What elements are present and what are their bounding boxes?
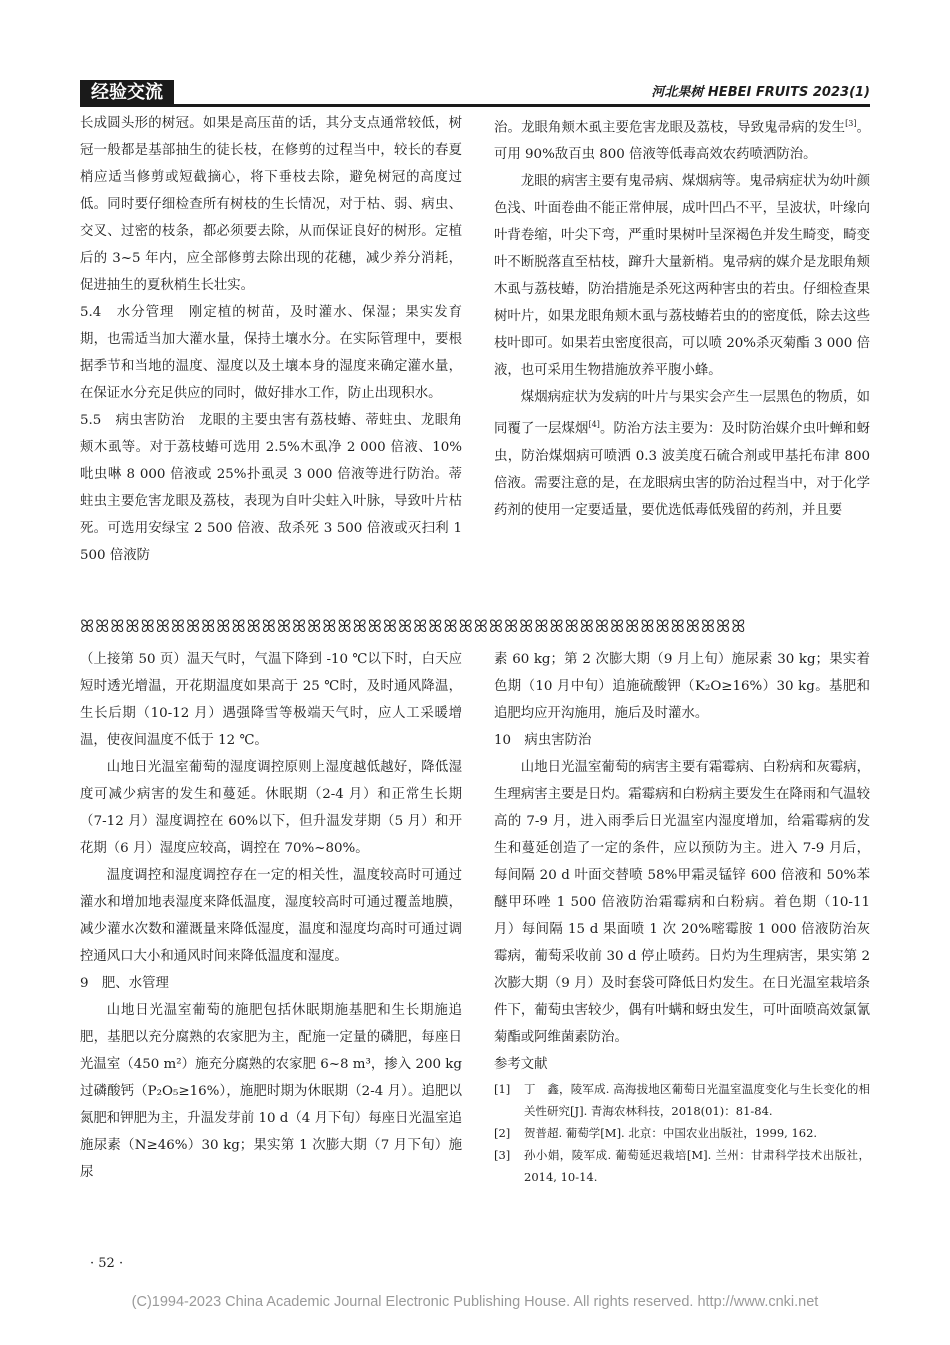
paragraph [494, 384, 870, 523]
citation: [3] [845, 119, 857, 128]
section-heading: 5.5 病虫害防治 [80, 413, 186, 428]
paragraph: 龙眼的病害主要有鬼帚病、煤烟病等。鬼帚病症状为幼叶颜色浅、叶面卷曲不能正常伸展，成叶凹凸不平，呈波状，叶缘向叶背卷缩，叶尖下弯，严重时果树叶呈深褐色并发生畸变，畸变叶不断脱落直至枯枝，蹿升大量新梢。鬼帚病的媒介是龙眼角颊木虱与荔枝蝽，防治措施是杀死这两种害虫的若虫。仔细检查果树叶片，如果龙眼角颊木虱与荔枝蝽若虫的的密度低，除去这些枝叶即可。如果若虫密度很高，可以喷 20%杀灭菊酯 3 000 倍液，也可采用生物措施放养平腹小蜂。 [494, 174, 870, 379]
section-5-4 [80, 299, 462, 407]
reference-number: [1] [494, 1082, 511, 1096]
reference-item [494, 1122, 870, 1144]
top-left-column [80, 110, 462, 569]
reference-number: [3] [494, 1148, 511, 1162]
copyright-footer: (C)1994-2023 China Academic Journal Electronic Publishing House. All rights reserved. http://www.cnki.net [131, 1294, 819, 1310]
paragraph-text: 煤烟病症状为发病的叶片与果实会产生一层黑色的物质，如同覆了一层煤烟 [494, 390, 870, 437]
section-text: 刚定植的树苗，及时灌水、保湿；果实发育期，也需适当加大灌水量，保持土壤水分。在实际管理中，要根据季节和当地的温度、湿度以及土壤本身的湿度来确定灌水量，在保证水分充足供应的同时，做好排水工作，防止出现积水。 [80, 305, 463, 401]
references-heading: 参考文献 [494, 1057, 548, 1072]
section-5-5 [80, 407, 462, 569]
paragraph: 温度调控和湿度调控存在一定的相关性，温度较高时可通过灌水和增加地表湿度来降低温度，湿度较高时可通过覆盖地膜，减少灌水次数和灌溉量来降低湿度，温度和湿度均高时可通过调控通风口大小和通风时间来降低温度和湿度。 [80, 868, 462, 964]
bottom-right-column [494, 646, 870, 1188]
journal-title: 河北果树 HEBEI FRUITS 2023(1) [651, 85, 870, 100]
references-list [494, 1078, 870, 1188]
section-heading: 10 病虫害防治 [494, 733, 592, 748]
section-heading: 5.4 水分管理 [80, 305, 175, 320]
paragraph [494, 110, 870, 168]
ornamental-divider: ꕤꕤꕤꕤꕤꕤꕤꕤꕤꕤꕤꕤꕤꕤꕤꕤꕤꕤꕤꕤꕤꕤꕤꕤꕤꕤꕤꕤꕤꕤꕤꕤꕤꕤꕤꕤꕤꕤꕤꕤꕤꕤꕤꕤ [80, 617, 747, 637]
page-number: · 52 · [90, 1256, 124, 1271]
bottom-left-column [80, 646, 462, 1186]
section-text: 龙眼的主要虫害有荔枝蝽、蒂蛀虫、龙眼角颊木虱等。对于荔枝蝽可选用 2.5%木虱净 2 000 倍液、10%吡虫啉 8 000 倍液或 25%扑虱灵 3 000 倍液等进行防治。蒂蛀虫主要危害龙眼及荔枝，表现为自叶尖蛀入叶脉，导致叶片枯死。可选用安绿宝 2 500 倍液、敌杀死 3 500 倍液或灭扫利 1 500 倍液防 [80, 413, 463, 563]
paragraph: 长成圆头形的树冠。如果是高压苗的话，其分支点通常较低，树冠一般都是基部抽生的徒长枝，在修剪的过程当中，较长的春夏梢应适当修剪或短截摘心，将下垂枝去除，避免树冠的高度过低。同时要仔细检查所有树枝的生长情况，对于枯、弱、病虫、交叉、过密的枝条，都必须要去除，从而保证良好的树形。定植后的 3~5 年内，应全部修剪去除出现的花穗，减少养分消耗，促进抽生的夏秋梢生长壮实。 [80, 116, 462, 293]
header-rule [80, 104, 870, 107]
reference-text: 贺普超. 葡萄学[M]. 北京：中国农业出版社，1999, 162. [524, 1126, 818, 1140]
paragraph: 山地日光温室葡萄的施肥包括休眠期施基肥和生长期施追肥，基肥以充分腐熟的农家肥为主，配施一定量的磷肥，每座日光温室（450 m²）施充分腐熟的农家肥 6~8 m³，掺入 200 kg 过磷酸钙（P₂O₅≥16%），施肥时期为休眠期（2-4 月）。追肥以氮肥和钾肥为主，升温发芽前 10 d（4 月下旬）每座日光温室追施尿素（N≥46%）30 kg；果实第 1 次膨大期（7 月下旬）施尿 [80, 1003, 462, 1180]
paragraph: 山地日光温室葡萄的湿度调控原则上湿度越低越好，降低湿度可减少病害的发生和蔓延。休眠期（2-4 月）和正常生长期（7-12 月）湿度调控在 60%以下，但升温发芽期（5 月）和开花期（6 月）湿度应较高，调控在 70%~80%。 [80, 760, 462, 856]
reference-text: 孙小娟，陵军成. 葡萄延迟栽培[M]. 兰州：甘肃科学技术出版社，2014, 10-14. [524, 1148, 870, 1184]
top-right-column [494, 110, 870, 524]
paragraph-text: 。防治方法主要为：及时防治媒介虫叶蝉和蚜虫，防治煤烟病可喷洒 0.3 波美度石硫合剂或甲基托布津 800 倍液。需要注意的是，在龙眼病虫害的防治过程当中，对于化学药剂的使用一定要适量，要优选低毒低残留的药剂，并且要 [494, 421, 871, 518]
reference-number: [2] [494, 1126, 511, 1140]
section-heading: 9 肥、水管理 [80, 976, 169, 991]
paragraph: 山地日光温室葡萄的病害主要有霜霉病、白粉病和灰霉病，生理病害主要是日灼。霜霉病和白粉病主要发生在降雨和气温较高的 7-9 月，进入雨季后日光温室内湿度增加，给霜霉病的发生和蔓延创造了一定的条件，应以预防为主。进入 7-9 月后，每间隔 20 d 叶面交替喷 58%甲霜灵锰锌 600 倍液和 50%苯醚甲环唑 1 500 倍液防治霜霉病和白粉病。着色期（10-11 月）每间隔 15 d 果面喷 1 次 20%嘧霉胺 1 000 倍液防治灰霉病，葡萄采收前 30 d 停止喷药。日灼为生理病害，果实第 2 次膨大期（9 月）及时套袋可降低日灼发生。在日光温室栽培条件下，葡萄虫害较少，偶有叶螨和蚜虫发生，可叶面喷高效氯氰菊酯或阿维菌素防治。 [494, 760, 870, 1045]
reference-text: 丁 鑫，陵军成. 高海拔地区葡萄日光温室温度变化与生长变化的相关性研究[J]. 青海农林科技，2018(01)：81-84. [524, 1082, 870, 1118]
reference-item [494, 1144, 870, 1188]
citation: [4] [588, 420, 600, 430]
paragraph-text: 治。龙眼角颊木虱主要危害龙眼及荔枝，导致鬼帚病的发生 [494, 120, 846, 136]
paragraph-text: 。可用 90%敌百虫 800 倍液等低毒高效农药喷洒防治。 [494, 120, 871, 163]
reference-item [494, 1078, 870, 1122]
paragraph: 素 60 kg；第 2 次膨大期（9 月上旬）施尿素 30 kg；果实着色期（10 月中旬）追施硫酸钾（K₂O≥16%）30 kg。基肥和追肥均应开沟施用，施后及时灌水。 [494, 652, 870, 721]
section-label: 经验交流 [80, 80, 174, 106]
paragraph: （上接第 50 页）温天气时，气温下降到 -10 ℃以下时，白天应短时透光增温，开花期温度如果高于 25 ℃时，及时通风降温，生长后期（10-12 月）遇强降雪等极端天气时，应人工采暖增温，使夜间温度不低于 12 ℃。 [80, 652, 462, 748]
